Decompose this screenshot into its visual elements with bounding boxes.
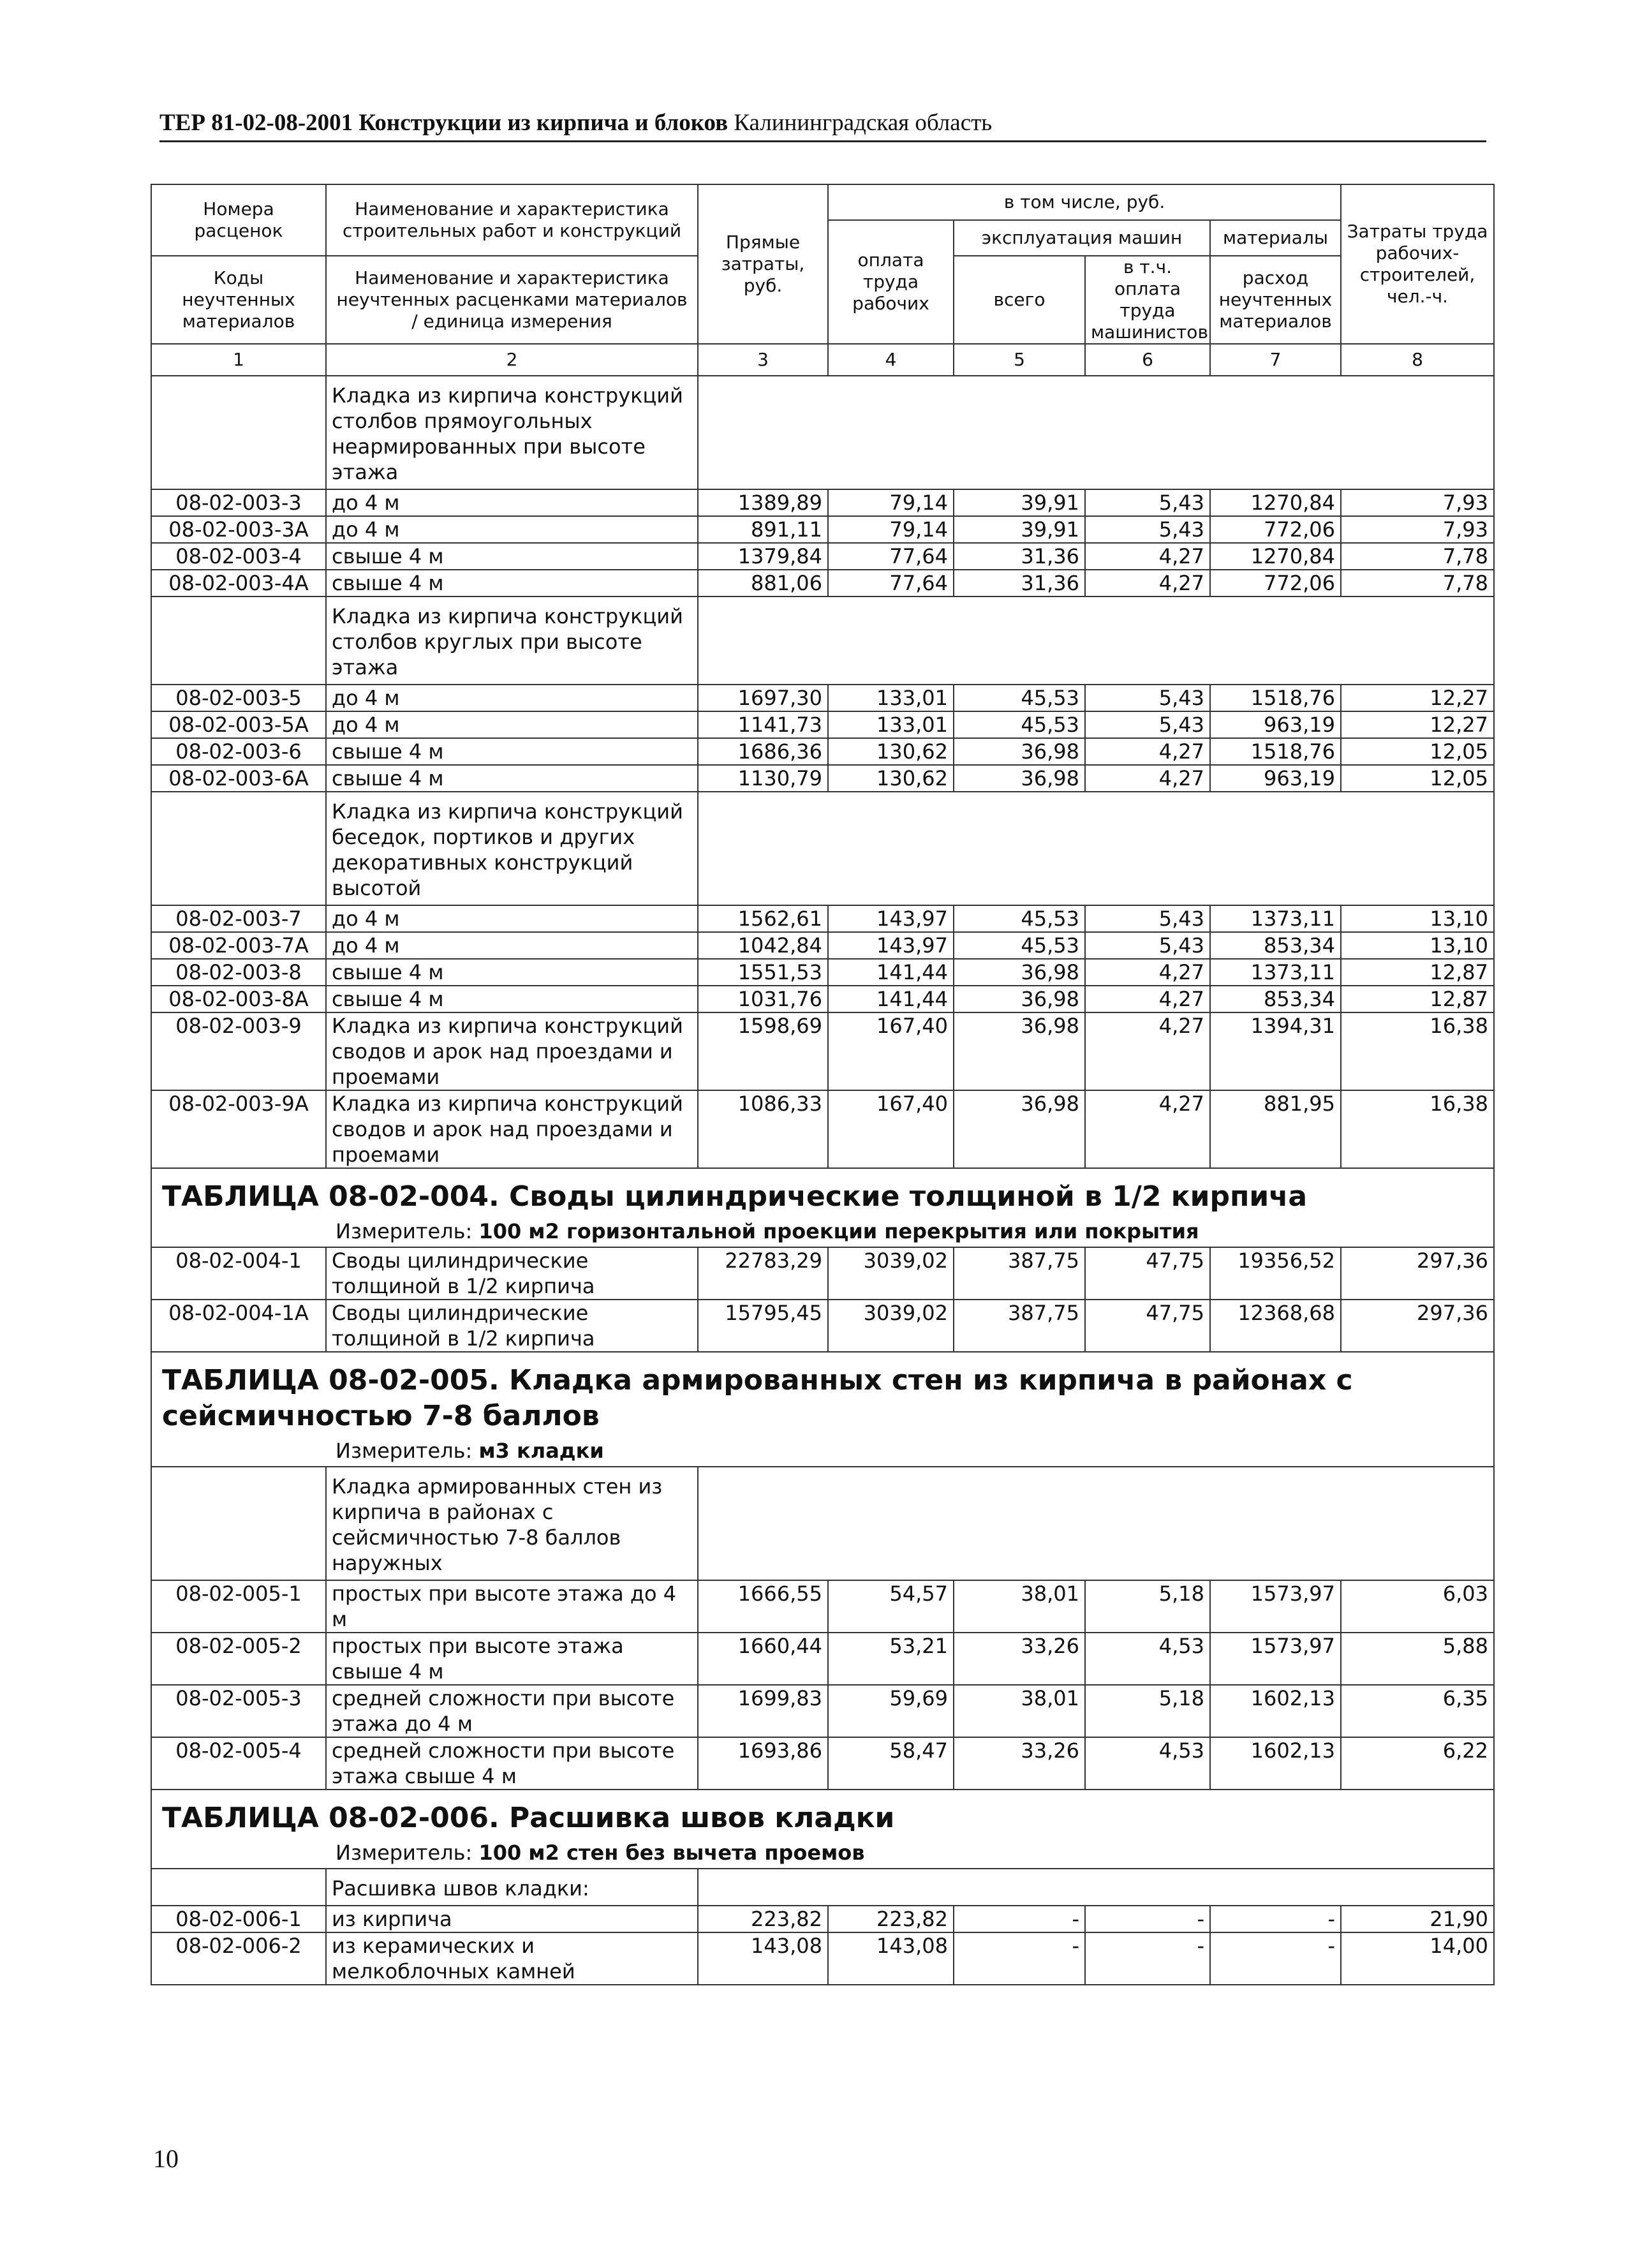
group-title: Кладка из кирпича конструкций столбов круглых при высоте этажа xyxy=(326,597,698,685)
rate-name: свыше 4 м xyxy=(326,738,698,765)
header-direct-costs: Прямые затраты, руб. xyxy=(698,184,828,344)
rate-value: - xyxy=(954,1906,1085,1932)
rate-row xyxy=(151,738,1494,765)
rate-value: 36,98 xyxy=(954,1012,1085,1090)
rate-value: 772,06 xyxy=(1210,516,1341,543)
group-code-cell xyxy=(151,792,326,905)
column-index: 4 xyxy=(828,344,954,376)
rate-code: 08-02-003-8 xyxy=(151,959,326,986)
rate-name: до 4 м xyxy=(326,516,698,543)
rate-value: 130,62 xyxy=(828,765,954,792)
group-code-cell xyxy=(151,376,326,489)
rate-value: 1031,76 xyxy=(698,986,828,1012)
rate-row xyxy=(151,905,1494,932)
group-row xyxy=(151,597,1494,685)
rate-code: 08-02-005-1 xyxy=(151,1580,326,1633)
group-row xyxy=(151,792,1494,905)
group-code-cell xyxy=(151,1869,326,1906)
rate-value: 45,53 xyxy=(954,905,1085,932)
rate-value: 4,27 xyxy=(1085,1090,1210,1168)
rate-name: свыше 4 м xyxy=(326,570,698,597)
rate-value: 4,27 xyxy=(1085,738,1210,765)
header-rate-numbers: Номера расценок xyxy=(151,184,326,256)
rate-value: 58,47 xyxy=(828,1737,954,1790)
measure-value: 100 м2 стен без вычета проемов xyxy=(478,1841,865,1865)
rate-value: 1130,79 xyxy=(698,765,828,792)
rate-code: 08-02-005-4 xyxy=(151,1737,326,1790)
rate-name: до 4 м xyxy=(326,711,698,738)
rate-code: 08-02-003-7 xyxy=(151,905,326,932)
rate-value: - xyxy=(954,1932,1085,1985)
rate-value: 36,98 xyxy=(954,765,1085,792)
rate-name: свыше 4 м xyxy=(326,959,698,986)
rate-code: 08-02-003-5 xyxy=(151,685,326,711)
rate-value: 5,43 xyxy=(1085,516,1210,543)
rate-value: 1573,97 xyxy=(1210,1580,1341,1633)
rate-value: 77,64 xyxy=(828,543,954,570)
rate-row xyxy=(151,685,1494,711)
rate-value: 881,95 xyxy=(1210,1090,1341,1168)
rate-value: 15795,45 xyxy=(698,1300,828,1352)
rate-row xyxy=(151,1685,1494,1737)
rate-value: 31,36 xyxy=(954,543,1085,570)
rate-value: 1394,31 xyxy=(1210,1012,1341,1090)
section-measure xyxy=(157,1840,1488,1868)
rate-value: 1666,55 xyxy=(698,1580,828,1633)
rate-value: 6,03 xyxy=(1341,1580,1494,1633)
rate-value: 1086,33 xyxy=(698,1090,828,1168)
header-including: в том числе, руб. xyxy=(828,184,1341,220)
rate-value: - xyxy=(1085,1906,1210,1932)
header-document-title: ТЕР 81-02-08-2001 Конструкции из кирпича и блоков xyxy=(159,110,728,136)
rate-value: 853,34 xyxy=(1210,986,1341,1012)
rate-value: 4,53 xyxy=(1085,1633,1210,1685)
group-values-cell xyxy=(698,376,1494,489)
rate-value: 16,38 xyxy=(1341,1012,1494,1090)
rate-value: 12,27 xyxy=(1341,685,1494,711)
group-title: Кладка из кирпича конструкций беседок, портиков и других декоративных конструкций высотой xyxy=(326,792,698,905)
rate-value: 141,44 xyxy=(828,959,954,986)
header-material-names: Наименование и характеристика неучтенных расценками материалов / единица измерения xyxy=(326,256,698,344)
rate-value: 963,19 xyxy=(1210,765,1341,792)
rate-name: Кладка из кирпича конструкций сводов и арок над проездами и проемами xyxy=(326,1090,698,1168)
rate-value: 47,75 xyxy=(1085,1300,1210,1352)
rate-row xyxy=(151,1580,1494,1633)
rate-code: 08-02-003-9А xyxy=(151,1090,326,1168)
group-row xyxy=(151,1467,1494,1580)
rate-value: 5,43 xyxy=(1085,711,1210,738)
rate-name: свыше 4 м xyxy=(326,543,698,570)
rate-name: Кладка из кирпича конструкций сводов и арок над проездами и проемами xyxy=(326,1012,698,1090)
rate-value: 36,98 xyxy=(954,738,1085,765)
rate-name: Своды цилиндрические толщиной в 1/2 кирпича xyxy=(326,1247,698,1300)
rate-value: 1373,11 xyxy=(1210,905,1341,932)
rate-value: 1697,30 xyxy=(698,685,828,711)
rate-value: 7,78 xyxy=(1341,570,1494,597)
rate-value: 7,93 xyxy=(1341,516,1494,543)
rate-code: 08-02-003-8А xyxy=(151,986,326,1012)
rate-value: 45,53 xyxy=(954,711,1085,738)
rate-value: 297,36 xyxy=(1341,1247,1494,1300)
rate-value: 39,91 xyxy=(954,516,1085,543)
rate-value: 39,91 xyxy=(954,489,1085,516)
rate-value: 772,06 xyxy=(1210,570,1341,597)
column-index: 2 xyxy=(326,344,698,376)
rate-name: из керамических и мелкоблочных камней xyxy=(326,1932,698,1985)
rate-row xyxy=(151,1737,1494,1790)
group-values-cell xyxy=(698,1869,1494,1906)
section-header-row xyxy=(151,1352,1494,1467)
rate-value: 223,82 xyxy=(828,1906,954,1932)
rate-value: 891,11 xyxy=(698,516,828,543)
rate-value: 4,27 xyxy=(1085,959,1210,986)
rate-value: 223,82 xyxy=(698,1906,828,1932)
rate-value: 4,27 xyxy=(1085,570,1210,597)
rate-value: 130,62 xyxy=(828,738,954,765)
rate-value: 167,40 xyxy=(828,1090,954,1168)
rate-value: 1141,73 xyxy=(698,711,828,738)
rate-name: свыше 4 м xyxy=(326,986,698,1012)
rate-value: 297,36 xyxy=(1341,1300,1494,1352)
rate-row xyxy=(151,1932,1494,1985)
section-header xyxy=(151,1352,1494,1467)
rate-value: 36,98 xyxy=(954,1090,1085,1168)
rate-value: 387,75 xyxy=(954,1247,1085,1300)
rate-row xyxy=(151,765,1494,792)
rate-value: 33,26 xyxy=(954,1633,1085,1685)
group-row xyxy=(151,376,1494,489)
rate-row xyxy=(151,959,1494,986)
rate-name: простых при высоте этажа свыше 4 м xyxy=(326,1633,698,1685)
rate-value: 3039,02 xyxy=(828,1300,954,1352)
rate-value: 53,21 xyxy=(828,1633,954,1685)
header-material-codes: Коды неучтенных материалов xyxy=(151,256,326,344)
measure-value: 100 м2 горизонтальной проекции перекрытия или покрытия xyxy=(478,1219,1199,1243)
section-title: ТАБЛИЦА 08-02-004. Своды цилиндрические толщиной в 1/2 кирпича xyxy=(162,1180,1308,1213)
rate-value: 1518,76 xyxy=(1210,685,1341,711)
section-header xyxy=(151,1790,1494,1869)
rate-value: 1686,36 xyxy=(698,738,828,765)
rate-code: 08-02-003-3 xyxy=(151,489,326,516)
rate-code: 08-02-003-4 xyxy=(151,543,326,570)
rate-value: 5,18 xyxy=(1085,1685,1210,1737)
rate-value: 45,53 xyxy=(954,685,1085,711)
rate-value: 1551,53 xyxy=(698,959,828,986)
rate-value: - xyxy=(1210,1932,1341,1985)
measure-label: Измеритель: xyxy=(336,1219,473,1243)
rate-value: 6,35 xyxy=(1341,1685,1494,1737)
rate-value: 963,19 xyxy=(1210,711,1341,738)
rate-value: 853,34 xyxy=(1210,932,1341,959)
header-worker-pay: оплата труда рабочих xyxy=(828,220,954,344)
rate-value: 59,69 xyxy=(828,1685,954,1737)
column-index-row xyxy=(151,344,1494,376)
header-row xyxy=(151,184,1494,220)
group-title: Расшивка швов кладки: xyxy=(326,1869,698,1906)
rate-row xyxy=(151,1247,1494,1300)
rate-value: 1389,89 xyxy=(698,489,828,516)
rate-value: 77,64 xyxy=(828,570,954,597)
rate-code: 08-02-006-1 xyxy=(151,1906,326,1932)
rate-value: 133,01 xyxy=(828,685,954,711)
rate-value: 5,18 xyxy=(1085,1580,1210,1633)
rate-value: 143,97 xyxy=(828,932,954,959)
rate-value: 141,44 xyxy=(828,986,954,1012)
column-index: 8 xyxy=(1341,344,1494,376)
section-title: ТАБЛИЦА 08-02-005. Кладка армированных стен из кирпича в районах с сейсмичностью 7-8 баллов xyxy=(162,1364,1353,1432)
rate-value: 4,27 xyxy=(1085,765,1210,792)
rate-code: 08-02-004-1А xyxy=(151,1300,326,1352)
rate-code: 08-02-003-3А xyxy=(151,516,326,543)
rate-value: 1042,84 xyxy=(698,932,828,959)
rate-value: 12,27 xyxy=(1341,711,1494,738)
rate-code: 08-02-004-1 xyxy=(151,1247,326,1300)
header-region: Калининградская область xyxy=(734,110,993,136)
rates-table xyxy=(151,184,1495,1985)
rate-value: 133,01 xyxy=(828,711,954,738)
rate-name: до 4 м xyxy=(326,489,698,516)
rate-value: 1379,84 xyxy=(698,543,828,570)
rate-value: 1373,11 xyxy=(1210,959,1341,986)
rate-code: 08-02-003-9 xyxy=(151,1012,326,1090)
rate-value: 54,57 xyxy=(828,1580,954,1633)
rate-value: 13,10 xyxy=(1341,932,1494,959)
rate-code: 08-02-006-2 xyxy=(151,1932,326,1985)
rate-name: Своды цилиндрические толщиной в 1/2 кирпича xyxy=(326,1300,698,1352)
rate-value: 38,01 xyxy=(954,1685,1085,1737)
rate-value: 12,87 xyxy=(1341,986,1494,1012)
rate-value: 22783,29 xyxy=(698,1247,828,1300)
rate-value: 5,43 xyxy=(1085,932,1210,959)
group-values-cell xyxy=(698,1467,1494,1580)
rate-value: 12,05 xyxy=(1341,765,1494,792)
rate-code: 08-02-005-3 xyxy=(151,1685,326,1737)
rates-table-body xyxy=(151,184,1494,1985)
rate-value: 79,14 xyxy=(828,489,954,516)
rate-name: простых при высоте этажа до 4 м xyxy=(326,1580,698,1633)
section-header-row xyxy=(151,1168,1494,1247)
rate-value: 12368,68 xyxy=(1210,1300,1341,1352)
rate-value: 1602,13 xyxy=(1210,1737,1341,1790)
group-code-cell xyxy=(151,1467,326,1580)
header-material-consumption: расход неучтенных материалов xyxy=(1210,256,1341,344)
rate-row xyxy=(151,1012,1494,1090)
rate-value: 12,05 xyxy=(1341,738,1494,765)
page-header xyxy=(159,108,1486,142)
measure-value: м3 кладки xyxy=(478,1439,604,1463)
rate-value: 12,87 xyxy=(1341,959,1494,986)
rate-value: 1598,69 xyxy=(698,1012,828,1090)
rate-row xyxy=(151,570,1494,597)
rate-row xyxy=(151,986,1494,1012)
section-title: ТАБЛИЦА 08-02-006. Расшивка швов кладки xyxy=(162,1802,895,1834)
rate-value: 4,27 xyxy=(1085,986,1210,1012)
rate-value: 38,01 xyxy=(954,1580,1085,1633)
rate-value: 143,08 xyxy=(828,1932,954,1985)
rate-value: 6,22 xyxy=(1341,1737,1494,1790)
rate-value: 881,06 xyxy=(698,570,828,597)
rate-name: средней сложности при высоте этажа до 4 м xyxy=(326,1685,698,1737)
rate-row xyxy=(151,489,1494,516)
rate-value: 1562,61 xyxy=(698,905,828,932)
rate-value: 4,53 xyxy=(1085,1737,1210,1790)
group-title: Кладка из кирпича конструкций столбов прямоугольных неармированных при высоте этажа xyxy=(326,376,698,489)
rate-name: до 4 м xyxy=(326,932,698,959)
rate-row xyxy=(151,1906,1494,1932)
rate-value: - xyxy=(1210,1906,1341,1932)
rate-value: 5,43 xyxy=(1085,685,1210,711)
rate-row xyxy=(151,516,1494,543)
rate-name: свыше 4 м xyxy=(326,765,698,792)
rate-value: 16,38 xyxy=(1341,1090,1494,1168)
rate-value: 47,75 xyxy=(1085,1247,1210,1300)
section-header-row xyxy=(151,1790,1494,1869)
rate-row xyxy=(151,711,1494,738)
rate-value: 4,27 xyxy=(1085,543,1210,570)
rate-value: 79,14 xyxy=(828,516,954,543)
rate-value: 7,78 xyxy=(1341,543,1494,570)
rate-value: 167,40 xyxy=(828,1012,954,1090)
rate-value: 13,10 xyxy=(1341,905,1494,932)
group-values-cell xyxy=(698,597,1494,685)
group-row xyxy=(151,1869,1494,1906)
rate-value: 33,26 xyxy=(954,1737,1085,1790)
rate-code: 08-02-003-5А xyxy=(151,711,326,738)
column-index: 7 xyxy=(1210,344,1341,376)
rate-value: 4,27 xyxy=(1085,1012,1210,1090)
rate-value: 14,00 xyxy=(1341,1932,1494,1985)
rate-value: 1602,13 xyxy=(1210,1685,1341,1737)
rate-value: 1693,86 xyxy=(698,1737,828,1790)
rate-value: 31,36 xyxy=(954,570,1085,597)
rate-value: 1660,44 xyxy=(698,1633,828,1685)
rate-value: 21,90 xyxy=(1341,1906,1494,1932)
rate-value: 387,75 xyxy=(954,1300,1085,1352)
rate-name: до 4 м xyxy=(326,685,698,711)
measure-label: Измеритель: xyxy=(336,1841,473,1865)
rate-value: 1270,84 xyxy=(1210,543,1341,570)
rate-row xyxy=(151,932,1494,959)
rate-row xyxy=(151,1090,1494,1168)
rate-value: 36,98 xyxy=(954,986,1085,1012)
rate-name: средней сложности при высоте этажа свыше 4 м xyxy=(326,1737,698,1790)
column-index: 6 xyxy=(1085,344,1210,376)
rate-value: 1270,84 xyxy=(1210,489,1341,516)
rate-value: 5,43 xyxy=(1085,489,1210,516)
group-values-cell xyxy=(698,792,1494,905)
rate-row xyxy=(151,1633,1494,1685)
rate-value: 1518,76 xyxy=(1210,738,1341,765)
rate-value: 1699,83 xyxy=(698,1685,828,1737)
rate-value: 36,98 xyxy=(954,959,1085,986)
header-labor-costs: Затраты труда рабочих-строителей, чел.-ч. xyxy=(1341,184,1494,344)
rate-code: 08-02-003-4А xyxy=(151,570,326,597)
header-machines: эксплуатация машин xyxy=(954,220,1210,256)
group-code-cell xyxy=(151,597,326,685)
rate-code: 08-02-005-2 xyxy=(151,1633,326,1685)
rate-value: 5,88 xyxy=(1341,1633,1494,1685)
rate-code: 08-02-003-6 xyxy=(151,738,326,765)
rate-value: 7,93 xyxy=(1341,489,1494,516)
column-index: 1 xyxy=(151,344,326,376)
header-materials: материалы xyxy=(1210,220,1341,256)
header-work-name: Наименование и характеристика строительных работ и конструкций xyxy=(326,184,698,256)
section-measure xyxy=(157,1438,1488,1466)
rate-value: 143,08 xyxy=(698,1932,828,1985)
rate-name: из кирпича xyxy=(326,1906,698,1932)
section-header xyxy=(151,1168,1494,1247)
page-number: 10 xyxy=(153,2144,179,2173)
measure-label: Измеритель: xyxy=(336,1439,473,1463)
rate-value: 45,53 xyxy=(954,932,1085,959)
section-measure xyxy=(157,1219,1488,1247)
rate-name: до 4 м xyxy=(326,905,698,932)
rate-value: 1573,97 xyxy=(1210,1633,1341,1685)
column-index: 5 xyxy=(954,344,1085,376)
rate-value: 143,97 xyxy=(828,905,954,932)
header-machinist-pay: в т.ч. оплата труда машинистов xyxy=(1085,256,1210,344)
rate-value: 5,43 xyxy=(1085,905,1210,932)
rate-row xyxy=(151,543,1494,570)
rate-row xyxy=(151,1300,1494,1352)
rate-code: 08-02-003-7А xyxy=(151,932,326,959)
rate-value: 19356,52 xyxy=(1210,1247,1341,1300)
header-machines-total: всего xyxy=(954,256,1085,344)
group-title: Кладка армированных стен из кирпича в районах с сейсмичностью 7-8 баллов наружных xyxy=(326,1467,698,1580)
rate-value: - xyxy=(1085,1932,1210,1985)
rate-value: 3039,02 xyxy=(828,1247,954,1300)
column-index: 3 xyxy=(698,344,828,376)
rate-code: 08-02-003-6А xyxy=(151,765,326,792)
